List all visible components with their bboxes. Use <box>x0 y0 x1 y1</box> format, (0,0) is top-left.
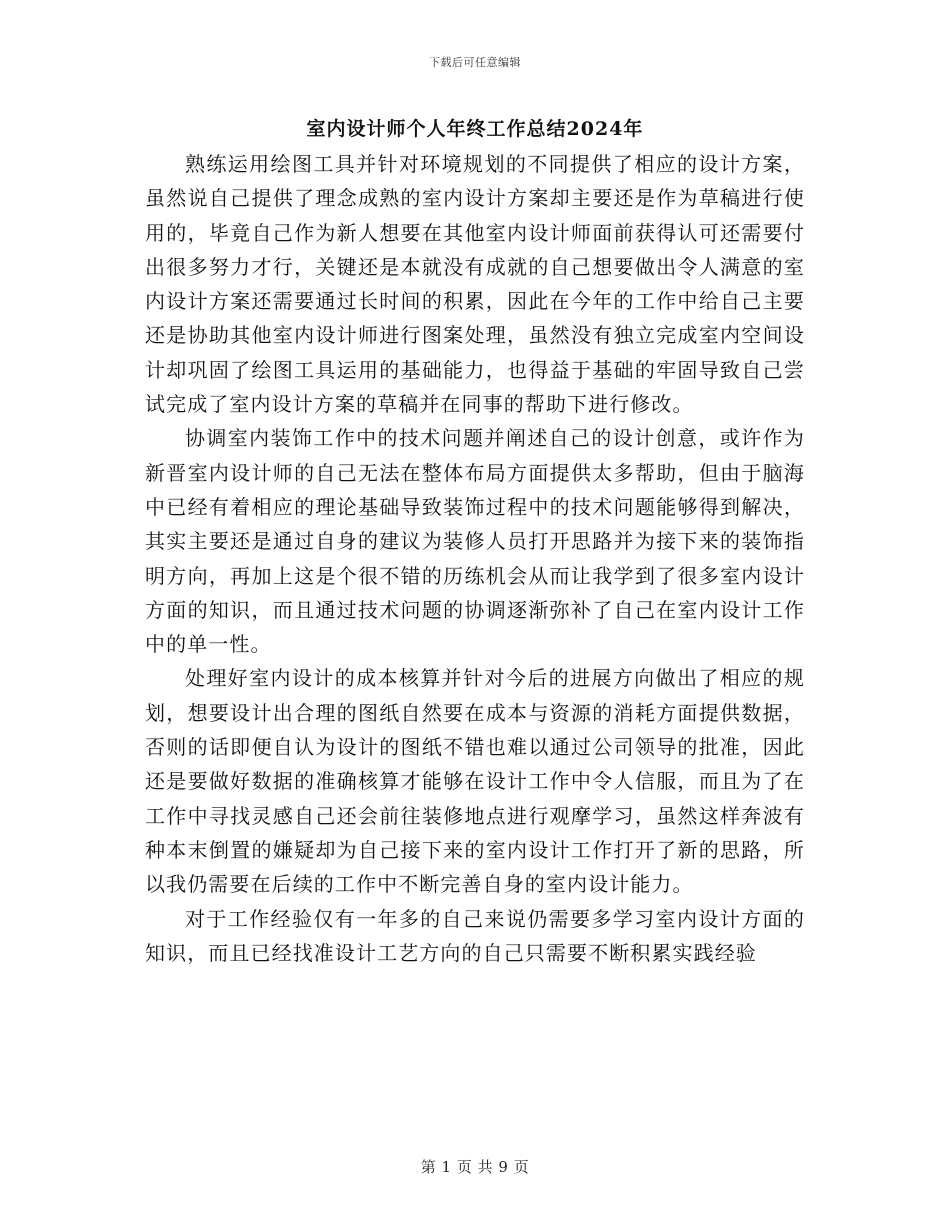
document-title: 室内设计师个人年终工作总结2024年 <box>306 118 644 140</box>
body-paragraph-4: 对于工作经验仅有一年多的自己来说仍需要多学习室内设计方面的知识，而且已经找准设计工艺方向的自己只需要不断积累实践经验 <box>145 906 805 965</box>
page-header-note: 下载后可任意编辑 <box>429 56 521 69</box>
body-paragraph-2: 协调室内装饰工作中的技术问题并阐述自己的设计创意，或许作为新晋室内设计师的自己无法在整体布局方面提供太多帮助，但由于脑海中已经有着相应的理论基础导致装饰过程中的技术问题能够得到解决，其实主要还是通过自身的建议为装修人员打开思路并为接下来的装饰指明方向，再加上这是个很不错的历练机会从而让我学到了很多室内设计方面的知识，而且通过技术问题的协调逐渐弥补了自己在室内设计工作中的单一性。 <box>145 426 805 657</box>
body-paragraph-1: 熟练运用绘图工具并针对环境规划的不同提供了相应的设计方案，虽然说自己提供了理念成熟的室内设计方案却主要还是作为草稿进行使用的，毕竟自己作为新人想要在其他室内设计师面前获得认可还需要付出很多努力才行，关键还是本就没有成就的自己想要做出令人满意的室内设计方案还需要通过长时间的积累，因此在今年的工作中给自己主要还是协助其他室内设计师进行图案处理，虽然没有独立完成室内空间设计却巩固了绘图工具运用的基础能力，也得益于基础的牢固导致自己尝试完成了室内设计方案的草稿并在同事的帮助下进行修改。 <box>145 152 805 417</box>
document-body <box>145 147 805 970</box>
page-number-footer: 第 1 页 共 9 页 <box>420 1158 530 1176</box>
body-paragraph-3: 处理好室内设计的成本核算并针对今后的进展方向做出了相应的规划，想要设计出合理的图纸自然要在成本与资源的消耗方面提供数据，否则的话即便自认为设计的图纸不错也难以通过公司领导的批准，因此还是要做好数据的准确核算才能够在设计工作中令人信服，而且为了在工作中寻找灵感自己还会前往装修地点进行观摩学习，虽然这样奔波有种本末倒置的嫌疑却为自己接下来的室内设计工作打开了新的思路，所以我仍需要在后续的工作中不断完善自身的室内设计能力。 <box>145 666 805 897</box>
